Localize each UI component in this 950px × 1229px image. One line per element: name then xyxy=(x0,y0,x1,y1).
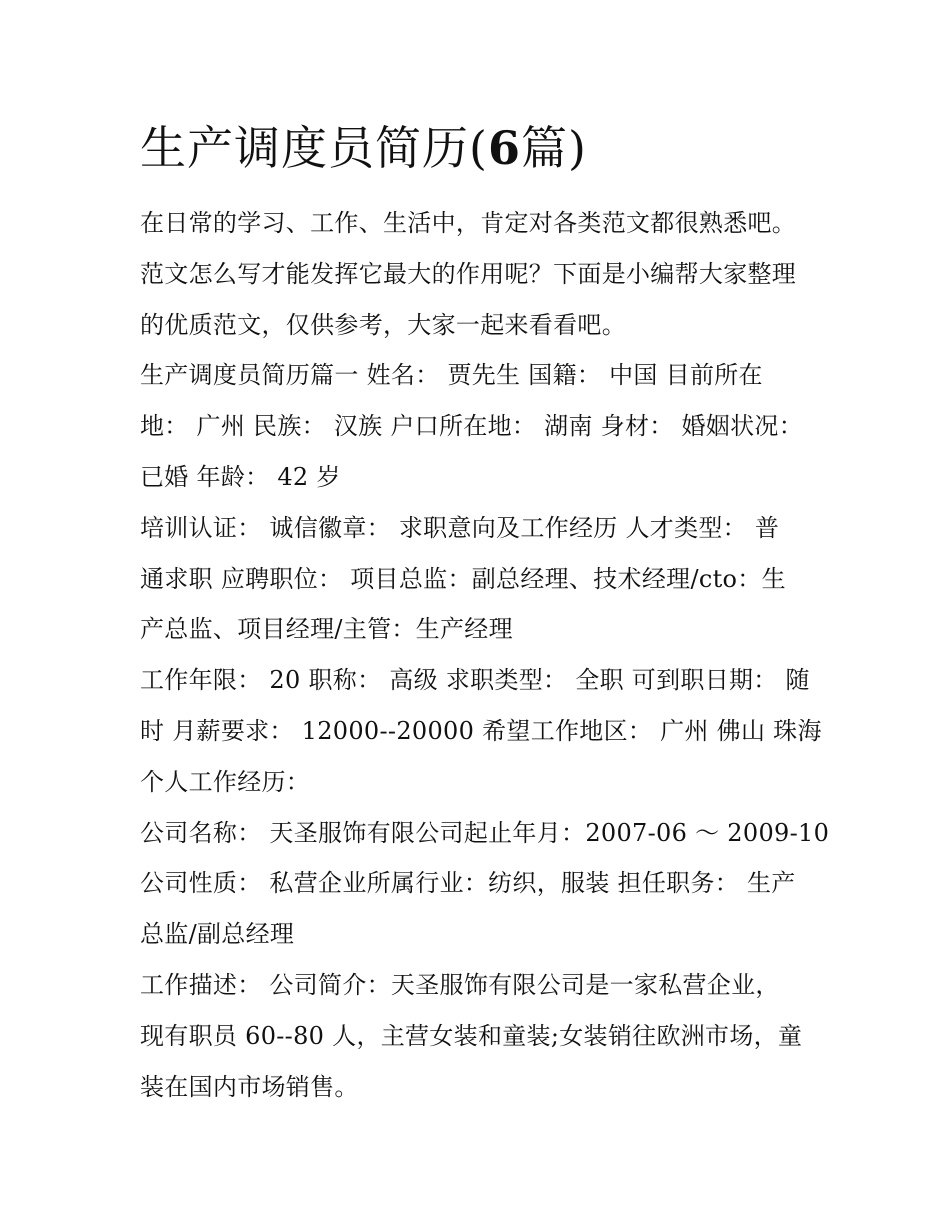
text-line: 产总监、项目经理/主管：生产经理 xyxy=(140,615,513,644)
text-line: 范文怎么写才能发挥它最大的作用呢？下面是小编帮大家整理 xyxy=(140,259,797,288)
text-line: 培训认证： 诚信徽章： 求职意向及工作经历 人才类型： 普 xyxy=(140,513,780,542)
text-line: 地： 广州 民族： 汉族 户口所在地： 湖南 身材： 婚姻状况： xyxy=(140,412,804,441)
text-line: 生产调度员简历篇一 姓名： 贾先生 国籍： 中国 目前所在 xyxy=(140,361,763,390)
text-line: 现有职员 60--80 人，主营女装和童装;女装销往欧洲市场，童 xyxy=(140,1021,803,1050)
text-line: 时 月薪要求： 12000--20000 希望工作地区： 广州 佛山 珠海 xyxy=(140,716,822,745)
title-text: 生产调度员简历( xyxy=(140,121,488,175)
text-line: 公司性质： 私营企业所属行业：纺织，服装 担任职务： 生产 xyxy=(140,869,796,898)
text-line: 装在国内市场销售。 xyxy=(140,1072,359,1101)
title-number: 6 xyxy=(487,121,521,175)
text-line: 在日常的学习、工作、生活中，肯定对各类范文都很熟悉吧。 xyxy=(140,209,797,237)
text-line: 公司名称： 天圣服饰有限公司起止年月：2007-06 ～ 2009-10 xyxy=(140,818,830,847)
document-title xyxy=(140,118,587,178)
text-line: 通求职 应聘职位： 项目总监：副总经理、技术经理/cto：生 xyxy=(140,564,786,593)
title-text-end: 篇) xyxy=(520,121,587,175)
text-line: 的优质范文，仅供参考，大家一起来看看吧。 xyxy=(140,310,626,339)
document-body xyxy=(140,198,830,1112)
text-line: 个人工作经历： xyxy=(140,767,311,796)
text-line: 工作年限： 20 职称： 高级 求职类型： 全职 可到职日期： 随 xyxy=(140,666,810,695)
text-line: 已婚 年龄： 42 岁 xyxy=(140,462,341,491)
text-line: 总监/副总经理 xyxy=(140,920,295,949)
text-line: 工作描述： 公司简介：天圣服饰有限公司是一家私营企业， xyxy=(140,970,780,999)
